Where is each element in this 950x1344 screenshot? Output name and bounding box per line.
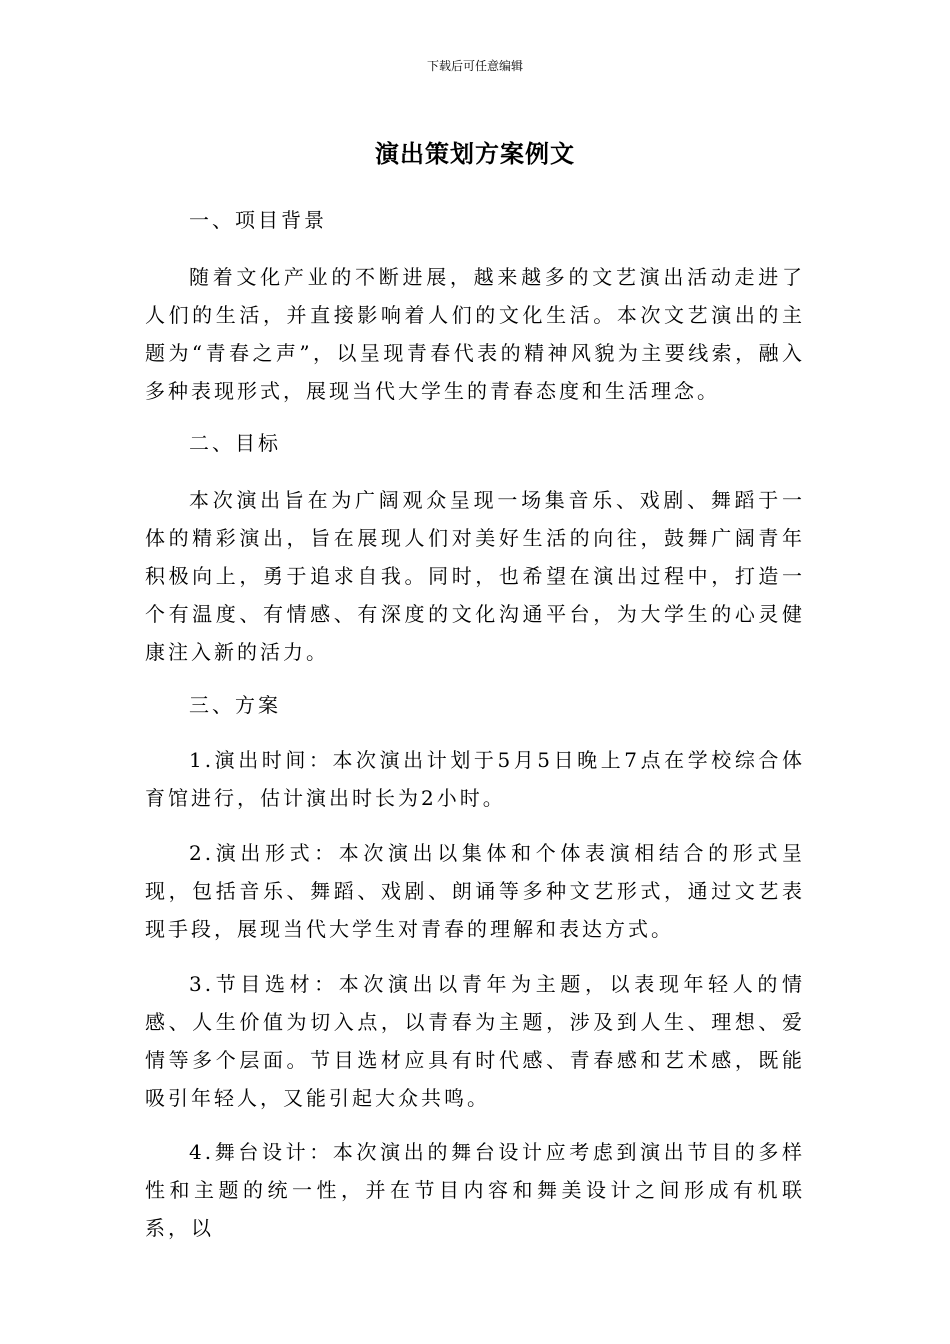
paragraph-plan-time: 1.演出时间：本次演出计划于5月5日晚上7点在学校综合体育馆进行，估计演出时长为2小时。 — [145, 748, 805, 810]
section-heading-background: 一、项目背景 — [189, 208, 327, 232]
paragraph-background: 随着文化产业的不断进展，越来越多的文艺演出活动走进了人们的生活，并直接影响着人们的文化生活。本次文艺演出的主题为“青春之声”，以呈现青春代表的精神风貌为主要线索，融入多种表现形式，展现当代大学生的青春态度和生活理念。 — [145, 265, 805, 403]
paragraph-goals: 本次演出旨在为广阔观众呈现一场集音乐、戏剧、舞蹈于一体的精彩演出，旨在展现人们对美好生活的向往，鼓舞广阔青年积极向上，勇于追求自我。同时，也希望在演出过程中，打造一个有温度、有情感、有深度的文化沟通平台，为大学生的心灵健康注入新的活力。 — [145, 488, 805, 664]
section-heading-goals: 二、目标 — [189, 431, 281, 455]
document-title: 演出策划方案例文 — [375, 140, 575, 168]
header-note: 下载后可任意编辑 — [426, 59, 523, 73]
paragraph-plan-stage: 4.舞台设计：本次演出的舞台设计应考虑到演出节目的多样性和主题的统一性，并在节目内容和舞美设计之间形成有机联系，以 — [145, 1140, 805, 1240]
paragraph-plan-selection: 3.节目选材：本次演出以青年为主题，以表现年轻人的情感、人生价值为切入点，以青春为主题，涉及到人生、理想、爱情等多个层面。节目选材应具有时代感、青春感和艺术感，既能吸引年轻人，又能引起大众共鸣。 — [145, 972, 805, 1110]
section-heading-plan: 三、方案 — [189, 693, 281, 717]
paragraph-plan-form: 2.演出形式：本次演出以集体和个体表演相结合的形式呈现，包括音乐、舞蹈、戏剧、朗诵等多种文艺形式，通过文艺表现手段，展现当代大学生对青春的理解和表达方式。 — [145, 841, 805, 941]
